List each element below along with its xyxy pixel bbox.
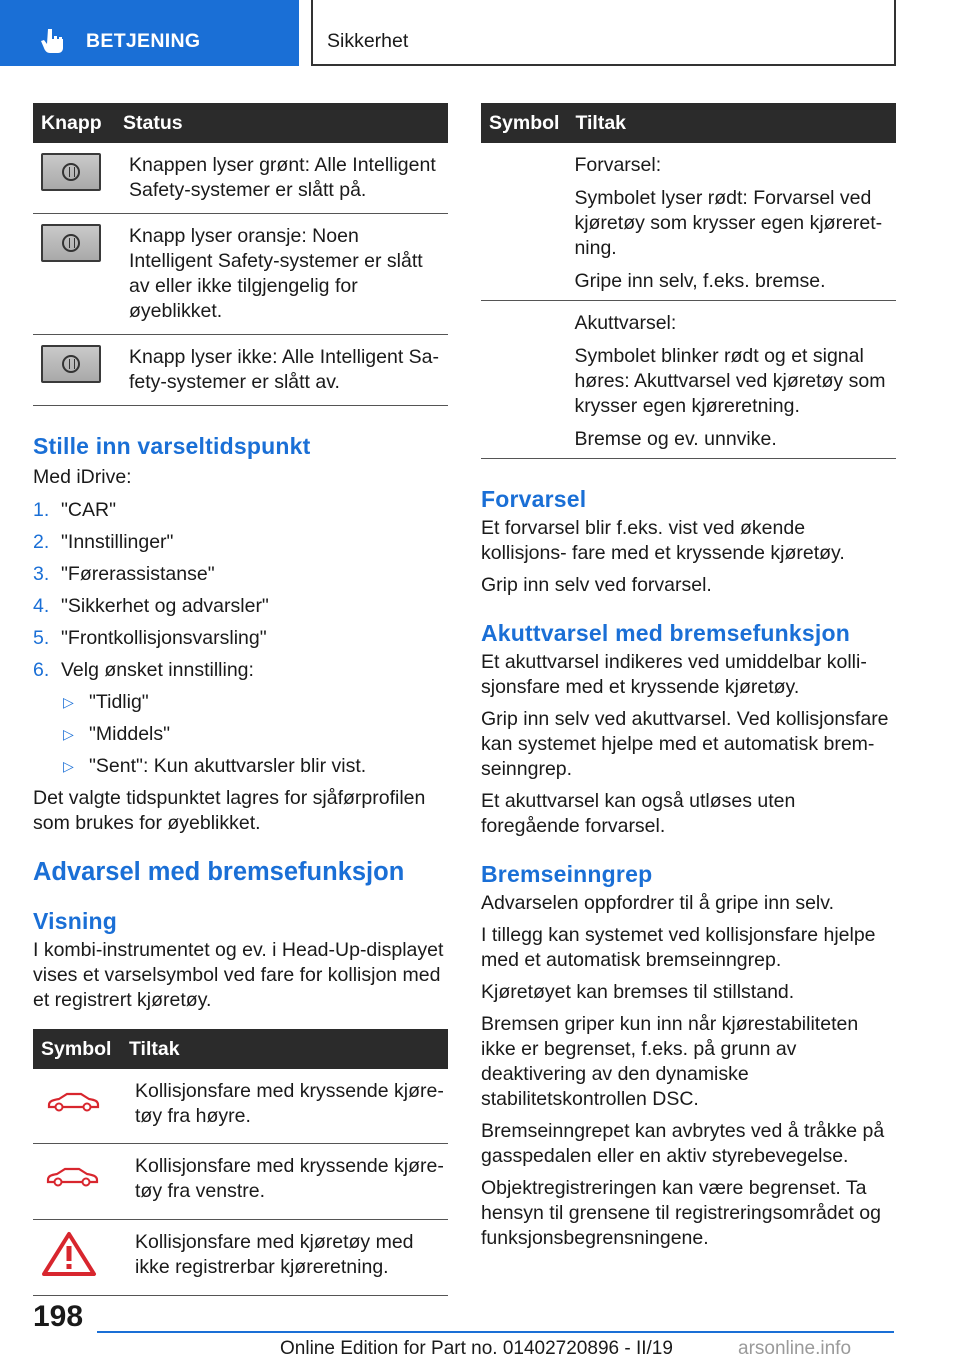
set-time-heading: Stille inn varseltidspunkt bbox=[33, 433, 311, 459]
safety-button-off-icon bbox=[41, 345, 101, 383]
acute-text-2: Grip inn selv ved akuttvarsel. Ved kollisjonsfare kan systemet hjelpe med et automatisk brem‐ seinngrep. bbox=[481, 708, 889, 780]
set-time-note: Det valgte tidspunktet lagres for sjåførprofilen som brukes for øyeblikket. bbox=[33, 787, 426, 834]
table-row bbox=[481, 143, 896, 301]
action-text: Kollisjonsfare med kjøretøy med ikke registrerbar kjøreretning. bbox=[121, 1219, 448, 1295]
list-item: 3. "Førerassistanse" bbox=[33, 563, 215, 585]
acute-heading: Akuttvarsel med bremsefunksjon bbox=[481, 620, 851, 646]
triangle-bullet-icon: ▷ bbox=[63, 726, 74, 742]
brake-text-5: Bremseinngrepet kan avbrytes ved å tråkke på gasspedalen eller en aktiv styrebevegelse. bbox=[481, 1120, 885, 1167]
list-item: 6. Velg ønsket innstilling: bbox=[33, 659, 254, 681]
list-item: 2. "Innstillinger" bbox=[33, 531, 174, 553]
acute-text-3: Et akuttvarsel kan også utløses uten foregående forvarsel. bbox=[481, 790, 796, 837]
section-title: BETJENING bbox=[86, 30, 201, 52]
hand-pointer-icon bbox=[40, 27, 66, 55]
warning-action: Gripe inn selv, f.eks. bremse. bbox=[574, 270, 826, 292]
set-time-intro: Med iDrive: bbox=[33, 466, 132, 488]
warning-level-label: Akuttvarsel: bbox=[574, 312, 677, 334]
brake-text-6: Objektregistreringen kan være begrenset. Ta hensyn til grensene til registreringsområdet og funksjonsbegrensningene. bbox=[481, 1177, 881, 1249]
car-crossing-left-icon bbox=[41, 1154, 105, 1194]
warning-description: Symbolet blinker rødt og et signal høres: Akuttvarsel ved kjøretøy som krysser egen kjøreretning. bbox=[574, 345, 886, 417]
table-row bbox=[33, 335, 448, 406]
table-row bbox=[33, 143, 448, 214]
prewarning-heading: Forvarsel bbox=[481, 486, 587, 512]
table-header-symbol: Symbol bbox=[481, 103, 567, 143]
settings-steps bbox=[33, 498, 448, 683]
table-header-symbol: Symbol bbox=[33, 1029, 121, 1069]
list-item: 1. "CAR" bbox=[33, 499, 117, 521]
list-item: ▷ "Sent": Kun akuttvarsler blir vist. bbox=[63, 755, 367, 777]
brake-text-1: Advarselen oppfordrer til å gripe inn selv. bbox=[481, 892, 834, 914]
status-text: Knappen lyser grønt: Alle Intelligent Safety-systemer er slått på. bbox=[115, 143, 448, 214]
action-text: Kollisjonsfare med kryssende kjøre‐ tøy fra høyre. bbox=[121, 1069, 448, 1143]
brake-text-2: I tillegg kan systemet ved kollisjonsfare hjelpe med et automatisk bremseinngrep. bbox=[481, 924, 876, 971]
table-row bbox=[33, 1069, 448, 1143]
symbol-table-right bbox=[481, 103, 896, 459]
right-column bbox=[481, 103, 896, 1251]
chapter-tab bbox=[311, 0, 896, 66]
triangle-bullet-icon: ▷ bbox=[63, 758, 74, 774]
table-header-action: Tiltak bbox=[567, 103, 896, 143]
list-item: ▷ "Tidlig" bbox=[63, 691, 149, 713]
list-item: 4. "Sikkerhet og advarsler" bbox=[33, 595, 269, 617]
brake-text-3: Kjøretøyet kan bremses til stillstand. bbox=[481, 981, 795, 1003]
status-text: Knapp lyser oransje: Noen Intelligent Safety-systemer er slått av eller ikke tilgjengelig for øyeblikket. bbox=[115, 214, 448, 335]
left-column bbox=[33, 103, 448, 1296]
action-text: Kollisjonsfare med kryssende kjøre‐ tøy fra venstre. bbox=[121, 1143, 448, 1219]
table-row bbox=[33, 1143, 448, 1219]
warning-triangle-icon bbox=[41, 1230, 97, 1278]
car-crossing-right-icon bbox=[41, 1079, 105, 1119]
triangle-bullet-icon: ▷ bbox=[63, 694, 74, 710]
table-row bbox=[481, 301, 896, 459]
setting-options bbox=[33, 690, 448, 779]
prewarning-text-1: Et forvarsel blir f.eks. vist ved økende kollisjons‐ fare med et kryssende kjøretøy. bbox=[481, 517, 845, 564]
section-tab bbox=[0, 0, 299, 66]
safety-button-green-icon bbox=[41, 153, 101, 191]
warning-action: Bremse og ev. unnvike. bbox=[574, 428, 777, 450]
table-row bbox=[33, 214, 448, 335]
safety-button-orange-icon bbox=[41, 224, 101, 262]
display-heading: Visning bbox=[33, 908, 118, 934]
brake-heading: Bremseinngrep bbox=[481, 861, 653, 887]
list-item: 5. "Frontkollisjonsvarsling" bbox=[33, 627, 267, 649]
watermark-text: arsonline.info bbox=[738, 1338, 852, 1359]
footer-divider bbox=[97, 1331, 894, 1333]
display-text: I kombi-instrumentet og ev. i Head-Up-displayet vises et varselsymbol ved fare for kollisjon med et registrert kjøretøy. bbox=[33, 939, 444, 1011]
edition-text: Online Edition for Part no. 01402720896 - II/19 bbox=[280, 1338, 673, 1359]
warning-level-label: Forvarsel: bbox=[574, 154, 662, 176]
table-row bbox=[33, 1219, 448, 1295]
warning-heading: Advarsel med bremsefunksjon bbox=[33, 858, 405, 886]
button-status-table bbox=[33, 103, 448, 406]
warning-description: Symbolet lyser rødt: Forvarsel ved kjøretøy som krysser egen kjøreret‐ ning. bbox=[574, 187, 883, 259]
page-number: 198 bbox=[33, 1300, 84, 1333]
prewarning-text-2: Grip inn selv ved forvarsel. bbox=[481, 574, 712, 596]
acute-text-1: Et akuttvarsel indikeres ved umiddelbar kolli‐ sjonsfare med et kryssende kjøretøy. bbox=[481, 651, 867, 698]
table-header-status: Status bbox=[115, 103, 448, 143]
list-item: ▷ "Middels" bbox=[63, 723, 171, 745]
symbol-table-left bbox=[33, 1029, 448, 1296]
brake-text-4: Bremsen griper kun inn når kjørestabiliteten ikke er begrenset, f.eks. på grunn av deaktivering av den dynamiske stabilitetskontrollen DSC. bbox=[481, 1013, 859, 1110]
table-header-button: Knapp bbox=[33, 103, 115, 143]
status-text: Knapp lyser ikke: Alle Intelligent Sa‐ fety-systemer er slått av. bbox=[115, 335, 448, 406]
chapter-title: Sikkerhet bbox=[327, 30, 409, 52]
table-header-action: Tiltak bbox=[121, 1029, 448, 1069]
